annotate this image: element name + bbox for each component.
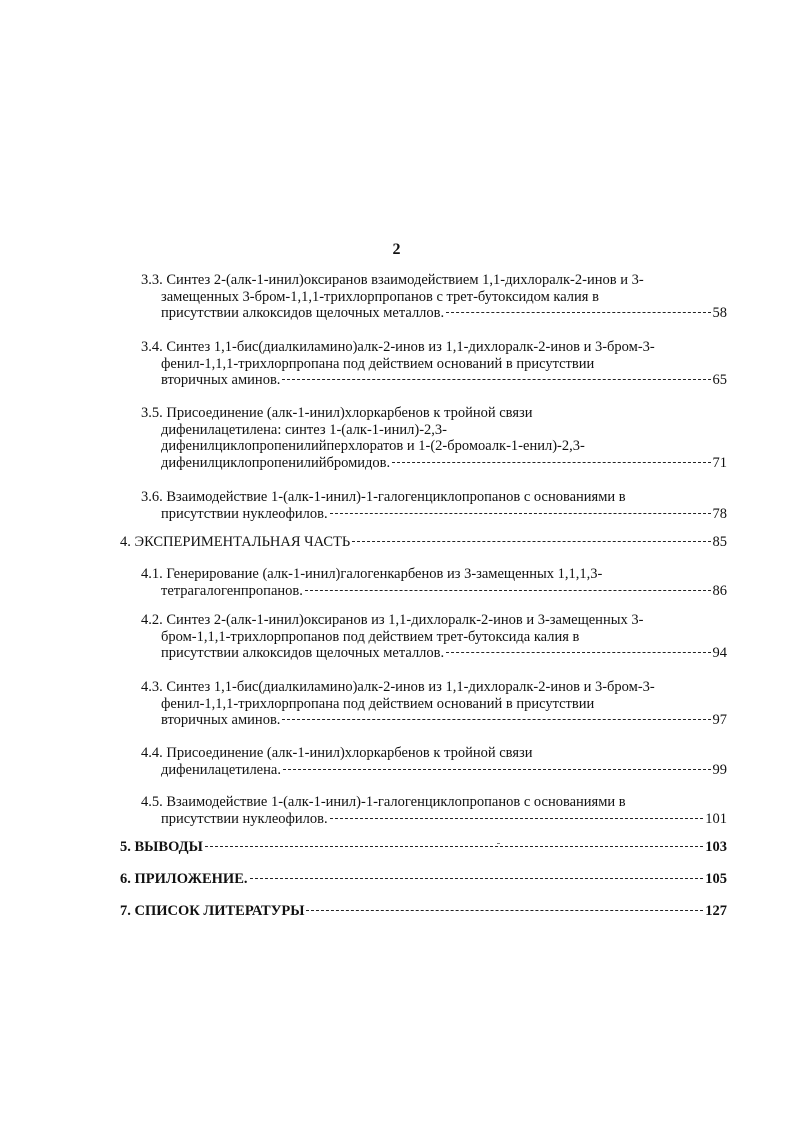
scan-speck [497, 843, 500, 844]
toc-section-line [120, 534, 727, 551]
toc-page-number: 94 [712, 645, 727, 661]
toc-entry-last-line [141, 645, 727, 662]
toc-entry-tail-text: присутствии алкоксидов щелочных металлов. [161, 305, 445, 321]
toc-entry-last-line [141, 712, 727, 729]
dot-leader [205, 846, 703, 847]
toc-section-4 [120, 534, 727, 551]
toc-entry-continuation: дифенилциклопропенилийперхлоратов и 1-(2-бромоалк-1-енил)-2,3- [161, 438, 585, 454]
toc-entry-continuation: дифенилацетилена: синтез 1-(алк-1-инил)-2,3- [161, 421, 448, 438]
toc-section-5 [120, 839, 727, 856]
toc-entry-heading: 4.2. Синтез 2-(алк-1-инил)оксиранов из 1,1-дихлоралк-2-инов и 3-замещенных 3- [141, 612, 644, 628]
toc-entry-3-4 [141, 339, 727, 389]
toc-section-title: 4. ЭКСПЕРИМЕНТАЛЬНАЯ ЧАСТЬ [120, 534, 351, 550]
toc-entry-heading: 3.6. Взаимодействие 1-(алк-1-инил)-1-галогенциклопропанов с основаниями в [141, 489, 626, 505]
toc-page-number: 97 [712, 712, 727, 728]
dot-leader [446, 312, 710, 313]
toc-entry-tail-text: присутствии нуклеофилов. [161, 505, 328, 522]
toc-section-title: 5. ВЫВОДЫ [120, 839, 203, 855]
toc-entry-tail-text: дифенилциклопропенилийбромидов. [161, 454, 391, 471]
toc-section-line [120, 903, 727, 920]
toc-page-number: 58 [712, 305, 727, 321]
page-number: 2 [392, 241, 401, 258]
toc-page-number: 105 [705, 871, 727, 887]
toc-entry-tail-text: тетрагалогенпропанов. [161, 582, 303, 599]
toc-page-number: 103 [705, 839, 727, 855]
toc-section-title: 6. ПРИЛОЖЕНИЕ. [120, 871, 248, 887]
toc-page-number: 71 [712, 454, 727, 471]
toc-entry-heading: 3.3. Синтез 2-(алк-1-инил)оксиранов взаимодействием 1,1-дихлоралк-2-инов и 3- [141, 272, 644, 288]
toc-entry-last-line [141, 455, 727, 472]
toc-page-number: 127 [705, 903, 727, 919]
toc-entry-last-line [141, 583, 727, 600]
toc-entry-4-4 [141, 745, 727, 778]
toc-page-number: 78 [712, 505, 727, 522]
dot-leader [352, 541, 710, 542]
toc-entry-tail-text: присутствии нуклеофилов. [161, 810, 328, 827]
toc-page-number: 99 [712, 761, 727, 778]
toc-entry-continuation: фенил-1,1,1-трихлорпропана под действием оснований в присутствии [161, 695, 595, 712]
toc-entry-3-6 [141, 489, 727, 522]
toc-section-7 [120, 903, 727, 920]
toc-entry-continuation: бром-1,1,1-трихлорпропанов под действием трет-бутоксида калия в [161, 628, 580, 645]
toc-section-line [120, 839, 727, 856]
toc-entry-continuation: фенил-1,1,1-трихлорпропана под действием оснований в присутствии [161, 355, 595, 372]
dot-leader [283, 769, 711, 770]
toc-entry-4-1 [141, 566, 727, 599]
toc-entry-heading: 3.4. Синтез 1,1-бис(диалкиламино)алк-2-инов из 1,1-дихлоралк-2-инов и 3-бром-3- [141, 339, 655, 355]
dot-leader [282, 719, 710, 720]
toc-section-title: 7. СПИСОК ЛИТЕРАТУРЫ [120, 903, 305, 919]
toc-entry-heading: 4.3. Синтез 1,1-бис(диалкиламино)алк-2-инов из 1,1-дихлоралк-2-инов и 3-бром-3- [141, 679, 655, 695]
dot-leader [305, 590, 711, 591]
toc-page-number: 86 [712, 582, 727, 599]
toc-entry-last-line [141, 811, 727, 828]
toc-entry-3-5 [141, 405, 727, 471]
toc-entry-heading: 4.4. Присоединение (алк-1-инил)хлоркарбенов к тройной связи [141, 745, 533, 761]
toc-entry-last-line [141, 372, 727, 389]
toc-entry-4-2 [141, 612, 727, 662]
dot-leader [330, 513, 711, 514]
toc-entry-tail-text: вторичных аминов. [161, 372, 281, 388]
toc-entry-3-3 [141, 272, 727, 322]
dot-leader [392, 462, 710, 463]
toc-entry-tail-text: вторичных аминов. [161, 712, 281, 728]
toc-section-line [120, 871, 727, 888]
dot-leader [330, 818, 704, 819]
dot-leader [282, 379, 710, 380]
toc-entry-last-line [141, 305, 727, 322]
dot-leader [446, 652, 710, 653]
toc-page-number: 65 [712, 372, 727, 388]
dot-leader [250, 878, 704, 879]
toc-entry-last-line [141, 506, 727, 523]
toc-entry-heading: 4.5. Взаимодействие 1-(алк-1-инил)-1-галогенциклопропанов с основаниями в [141, 794, 626, 810]
toc-entry-4-5 [141, 794, 727, 827]
toc-entry-heading: 3.5. Присоединение (алк-1-инил)хлоркарбенов к тройной связи [141, 405, 533, 421]
toc-entry-4-3 [141, 679, 727, 729]
toc-entry-heading: 4.1. Генерирование (алк-1-инил)галогенкарбенов из 3-замещенных 1,1,1,3- [141, 566, 603, 582]
toc-page-number: 85 [712, 534, 727, 550]
toc-page-number: 101 [705, 810, 727, 827]
toc-entry-last-line [141, 762, 727, 779]
toc-section-6 [120, 871, 727, 888]
toc-entry-tail-text: присутствии алкоксидов щелочных металлов. [161, 645, 445, 661]
dot-leader [306, 910, 703, 911]
toc-entry-tail-text: дифенилацетилена. [161, 761, 281, 778]
toc-entry-continuation: замещенных 3-бром-1,1,1-трихлорпропанов с трет-бутоксидом калия в [161, 288, 599, 305]
